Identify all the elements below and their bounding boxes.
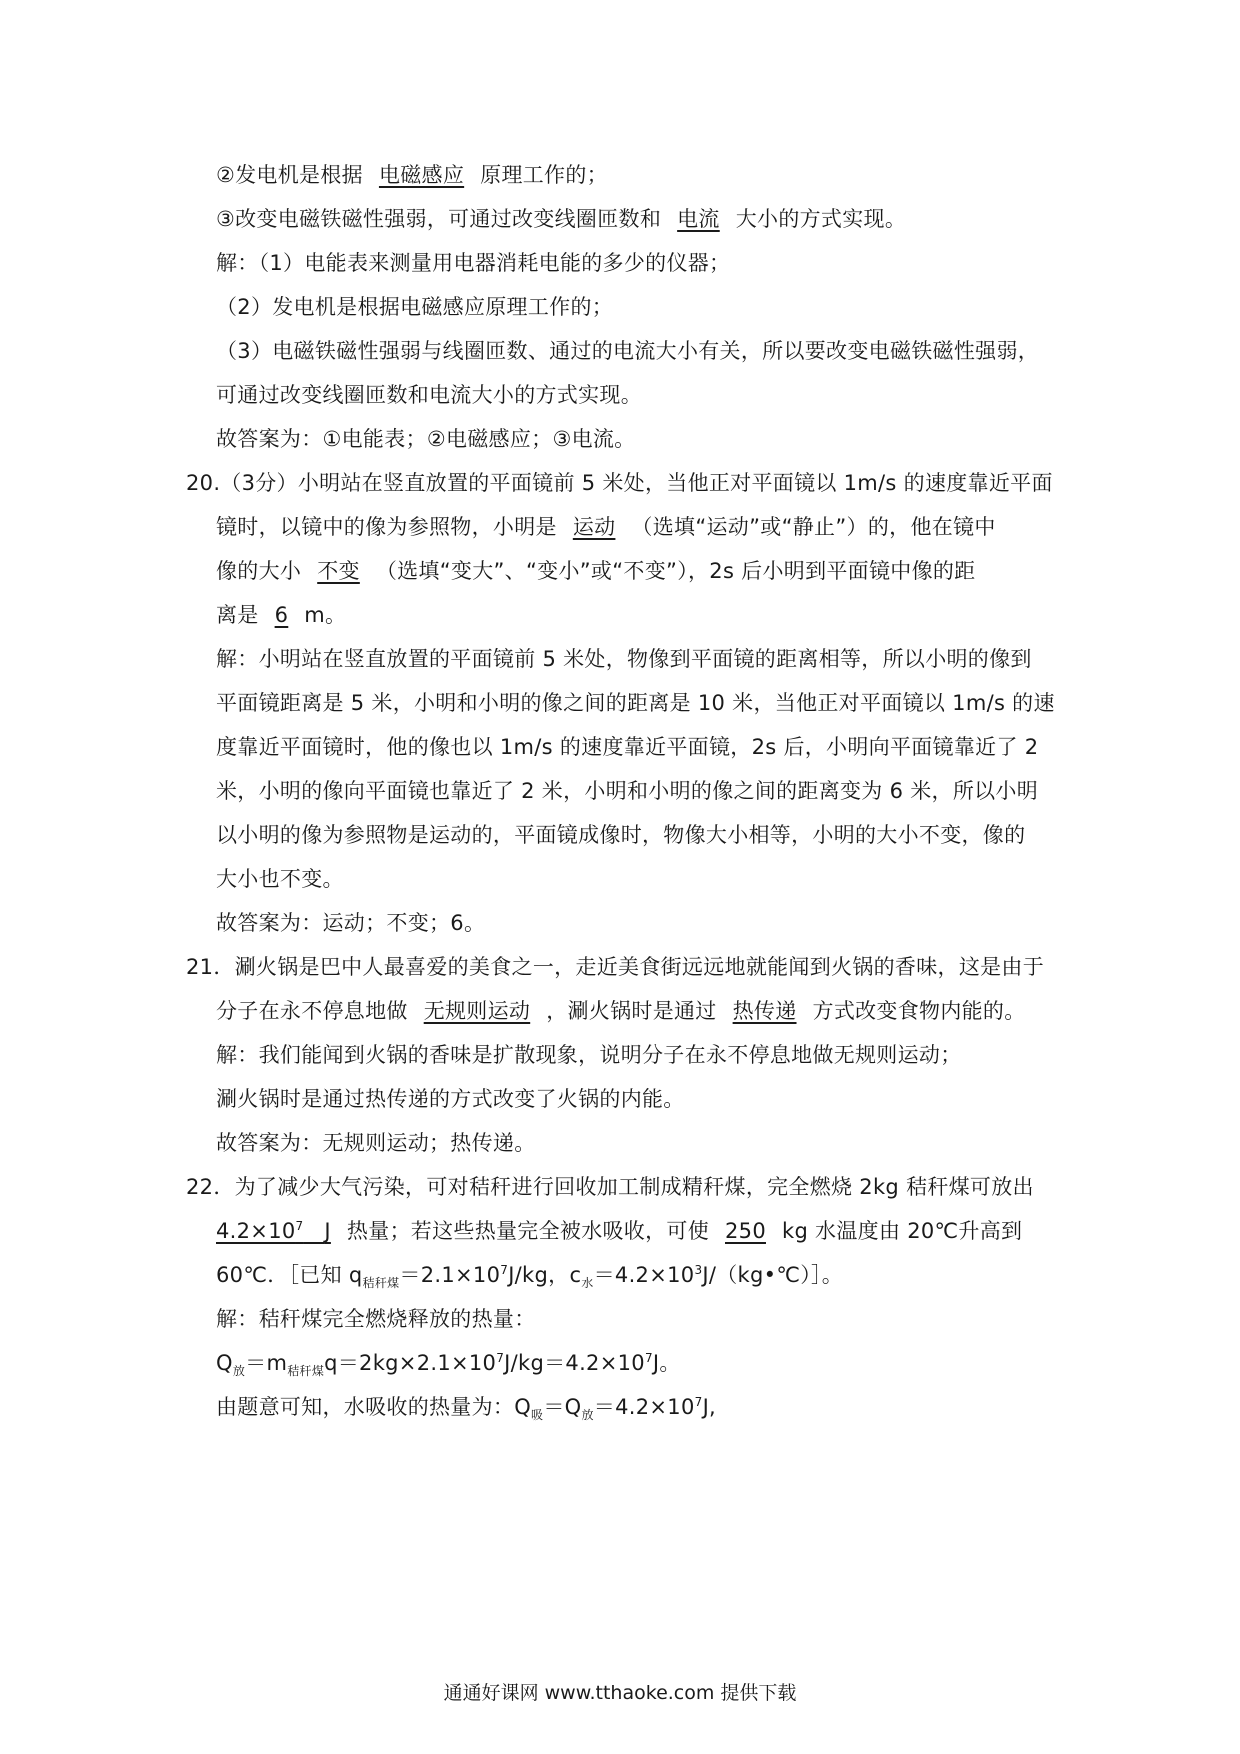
q20-answer: 故答案为：运动；不变；6。 bbox=[216, 911, 486, 935]
q22-given-sup1: 7 bbox=[500, 1263, 509, 1277]
q22-blank-1-unit: J bbox=[324, 1219, 331, 1243]
q22-sol2-sub2: 秸秆煤 bbox=[287, 1364, 325, 1379]
q21-stem-2-tail: 方式改变食物内能的。 bbox=[812, 999, 1026, 1023]
q19-item-3 bbox=[216, 204, 906, 234]
q19-item-3-tail: 大小的方式实现。 bbox=[735, 207, 907, 231]
q20-stem-4-text: 离是 bbox=[216, 603, 259, 627]
q22-given-c: J/kg，c bbox=[508, 1263, 582, 1287]
q20-stem-2-text: 镜时，以镜中的像为参照物，小明是 bbox=[216, 515, 557, 539]
q22-given bbox=[216, 1260, 843, 1290]
q22-blank-1-exponent: 7 bbox=[295, 1219, 304, 1233]
q22-stem-2-mid: 热量；若这些热量完全被水吸收，可使 bbox=[346, 1219, 709, 1243]
q22-sol2-b: ＝m bbox=[245, 1351, 288, 1375]
q19-solution-2: （2）发电机是根据电磁感应原理工作的； bbox=[216, 295, 614, 319]
q22-sol2-d: J/kg＝4.2×10 bbox=[504, 1351, 645, 1375]
q22-blank-1-base: 4.2×10 bbox=[216, 1219, 296, 1243]
q20-solution-6: 大小也不变。 bbox=[216, 867, 344, 891]
page-footer: 通通好课网 www.tthaoke.com 提供下载 bbox=[443, 1682, 797, 1704]
q22-stem-1: 22．为了减少大气污染，可对秸秆进行回收加工制成精秆煤，完全燃烧 2kg 秸秆煤可放出 bbox=[186, 1175, 1034, 1199]
q22-given-sup2: 3 bbox=[694, 1263, 703, 1277]
q22-solution-3 bbox=[216, 1392, 716, 1422]
q22-blank-2: 250 bbox=[725, 1219, 766, 1243]
q21-answer: 故答案为：无规则运动；热传递。 bbox=[216, 1131, 536, 1155]
q19-blank-2: 电磁感应 bbox=[378, 163, 465, 187]
q21-stem-2 bbox=[216, 996, 1026, 1026]
q19-item-2-tail: 原理工作的； bbox=[480, 163, 608, 187]
q22-sol2-e: J。 bbox=[652, 1351, 681, 1375]
q20-stem-3-text: 像的大小 bbox=[216, 559, 302, 583]
q22-solution-1: 解：秸秆煤完全燃烧释放的热量： bbox=[216, 1307, 536, 1331]
q20-stem-1: 20.（3分）小明站在竖直放置的平面镜前 5 米处，当他正对平面镜以 1m/s 的速度靠近平面 bbox=[186, 471, 1053, 495]
q20-stem-3-tail: （选填“变大”、“变小”或“不变”），2s 后小明到平面镜中像的距 bbox=[375, 559, 976, 583]
q19-item-3-text: ③改变电磁铁磁性强弱，可通过改变线圈匝数和 bbox=[216, 207, 662, 231]
q22-given-sub2: 水 bbox=[581, 1276, 594, 1291]
q21-blank-1: 无规则运动 bbox=[423, 999, 531, 1023]
q20-blank-3: 6 bbox=[274, 603, 289, 627]
q19-item-2-text: ②发电机是根据 bbox=[216, 163, 363, 187]
q22-stem-2 bbox=[216, 1216, 1022, 1246]
q20-solution-1: 解：小明站在竖直放置的平面镜前 5 米处，物像到平面镜的距离相等，所以小明的像到 bbox=[216, 647, 1032, 671]
q22-sol3-a: 由题意可知，水吸收的热量为：Q bbox=[216, 1395, 532, 1419]
q20-solution-5: 以小明的像为参照物是运动的，平面镜成像时，物像大小相等，小明的大小不变，像的 bbox=[216, 823, 1026, 847]
q20-blank-2: 不变 bbox=[317, 559, 360, 583]
q22-sol2-a: Q bbox=[216, 1351, 233, 1375]
q21-stem-2-mid: ，涮火锅时是通过 bbox=[546, 999, 717, 1023]
q20-stem-4-tail: m。 bbox=[304, 603, 347, 627]
q20-blank-1: 运动 bbox=[572, 515, 616, 539]
q20-solution-4: 米，小明的像向平面镜也靠近了 2 米，小明和小明的像之间的距离变为 6 米，所以小明 bbox=[216, 779, 1039, 803]
q21-stem-2-text: 分子在永不停息地做 bbox=[216, 999, 408, 1023]
q22-sol3-c: ＝4.2×10 bbox=[593, 1395, 695, 1419]
q21-blank-2: 热传递 bbox=[732, 999, 797, 1023]
q22-sol3-b: ＝Q bbox=[543, 1395, 582, 1419]
q22-given-e: J/（kg•℃）］。 bbox=[702, 1263, 844, 1287]
q19-item-2 bbox=[216, 160, 608, 190]
q22-solution-2 bbox=[216, 1348, 681, 1378]
q19-answer: 故答案为：①电能表；②电磁感应；③电流。 bbox=[216, 427, 636, 451]
q21-solution-2: 涮火锅时是通过热传递的方式改变了火锅的内能。 bbox=[216, 1087, 685, 1111]
q22-sol2-sub1: 放 bbox=[232, 1364, 246, 1379]
q22-sol3-sup: 7 bbox=[694, 1395, 703, 1409]
q19-solution-3a: （3）电磁铁磁性强弱与线圈匝数、通过的电流大小有关，所以要改变电磁铁磁性强弱， bbox=[216, 339, 1040, 363]
q22-sol2-c: q＝2kg×2.1×10 bbox=[324, 1351, 497, 1375]
q19-solution-3b: 可通过改变线圈匝数和电流大小的方式实现。 bbox=[216, 383, 642, 407]
q20-solution-2: 平面镜距离是 5 米，小明和小明的像之间的距离是 10 米，当他正对平面镜以 1m/s 的速 bbox=[216, 691, 1055, 715]
q21-solution-1: 解：我们能闻到火锅的香味是扩散现象，说明分子在永不停息地做无规则运动； bbox=[216, 1043, 962, 1067]
q22-sol3-sub1: 吸 bbox=[531, 1408, 544, 1423]
q20-stem-2 bbox=[216, 512, 996, 542]
q22-sol2-sup2: 7 bbox=[644, 1351, 653, 1365]
q22-blank-1 bbox=[216, 1216, 347, 1246]
q22-sol2-sup1: 7 bbox=[496, 1351, 505, 1365]
q20-stem-2-tail: （选填“运动”或“静止”）的，他在镜中 bbox=[631, 515, 996, 539]
q22-given-b: ＝2.1×10 bbox=[399, 1263, 501, 1287]
q22-sol3-d: J, bbox=[702, 1395, 717, 1419]
q22-given-a: 60℃．［已知 q bbox=[216, 1263, 363, 1287]
q20-solution-3: 度靠近平面镜时，他的像也以 1m/s 的速度靠近平面镜，2s 后，小明向平面镜靠近了 2 bbox=[216, 735, 1039, 759]
q19-solution-1: 解：（1）电能表来测量用电器消耗电能的多少的仪器； bbox=[216, 251, 731, 275]
q22-given-sub1: 秸秆煤 bbox=[362, 1276, 400, 1291]
q22-given-d: ＝4.2×10 bbox=[593, 1263, 695, 1287]
q22-stem-2-tail: kg 水温度由 20℃升高到 bbox=[781, 1219, 1023, 1243]
q19-blank-3: 电流 bbox=[677, 207, 720, 231]
q21-stem-1: 21．涮火锅是巴中人最喜爱的美食之一，走近美食街远远地就能闻到火锅的香味，这是由于 bbox=[186, 955, 1045, 979]
q20-stem-3 bbox=[216, 556, 975, 586]
q22-sol3-sub2: 放 bbox=[581, 1408, 594, 1423]
q20-stem-4 bbox=[216, 600, 346, 630]
